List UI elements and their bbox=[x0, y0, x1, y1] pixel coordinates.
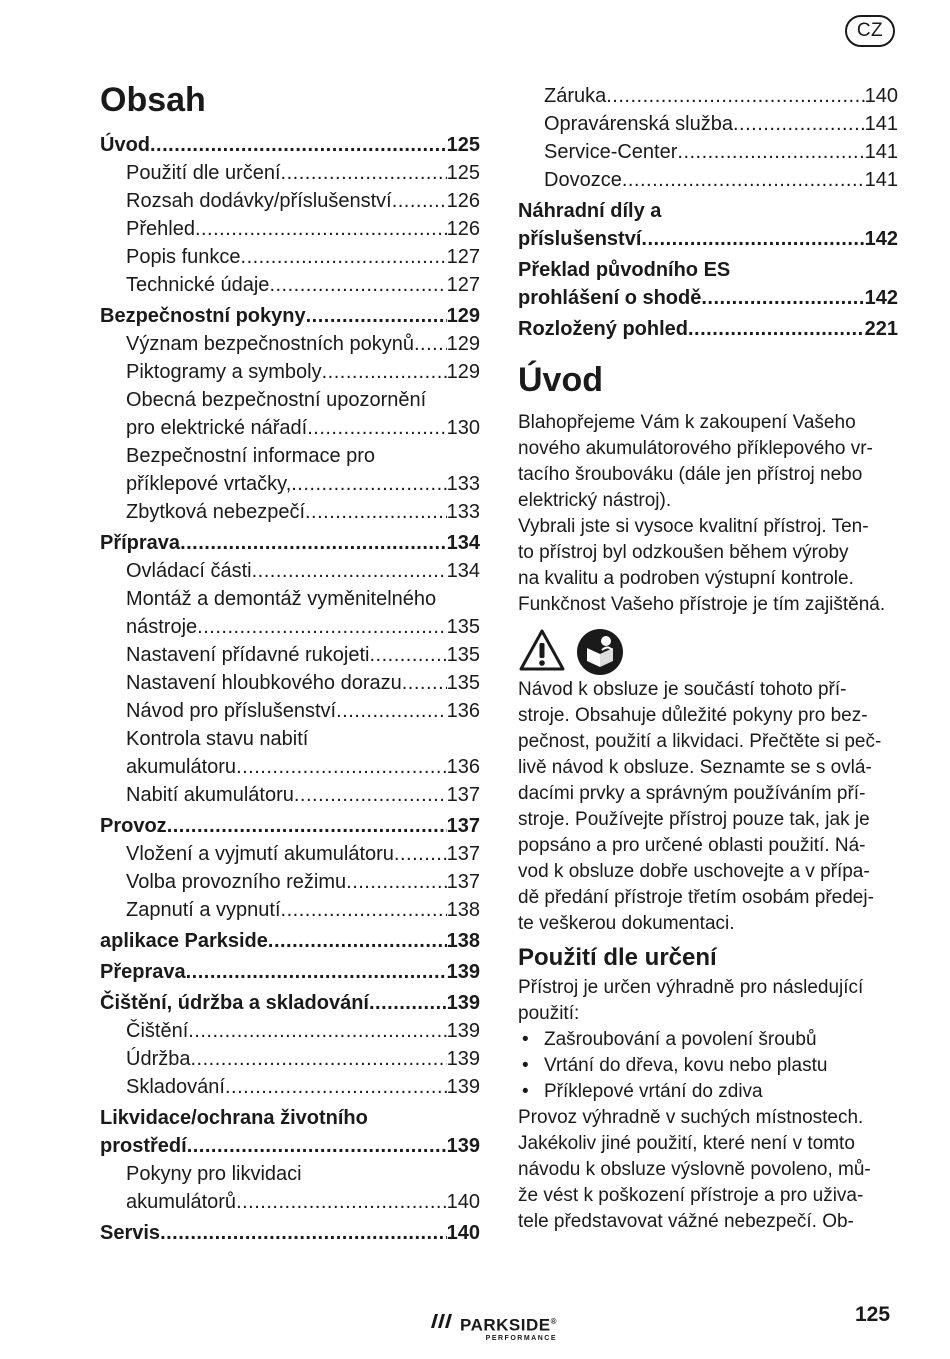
toc-leader-dots bbox=[291, 470, 446, 498]
toc-entry-title: Zapnutí a vypnutí bbox=[126, 899, 281, 921]
text-line: Funkčnost Vašeho přístroje je tím zajištěná. bbox=[518, 594, 886, 615]
toc-entry[interactable] bbox=[518, 138, 898, 166]
toc-entry-title-line: Náhradní díly a bbox=[518, 200, 662, 222]
text-line: Návod k obsluze je součástí tohoto pří- bbox=[518, 679, 847, 700]
usage-bullet-item: • Zašroubování a povolení šroubů bbox=[518, 1027, 896, 1053]
toc-leader-dots bbox=[269, 271, 446, 299]
toc-leader-dots bbox=[197, 613, 446, 641]
text-line: na kvalitu a podroben výstupní kontrole. bbox=[518, 568, 854, 589]
text-line: stroje. Obsahuje důležité pokyny pro bez- bbox=[518, 705, 868, 726]
toc-leader-dots bbox=[622, 166, 865, 194]
toc-entry-title: Úvod bbox=[100, 134, 150, 156]
manual-notice-paragraph bbox=[518, 677, 896, 937]
toc-page-number: 130 bbox=[446, 417, 480, 439]
usage-paragraph-2 bbox=[518, 1105, 896, 1235]
toc-leader-dots bbox=[195, 215, 447, 243]
toc-page-number: 133 bbox=[446, 501, 480, 523]
usage-text-block bbox=[518, 975, 896, 1235]
toc-entry[interactable] bbox=[100, 641, 480, 669]
text-line: návodu k obsluze výslovně povoleno, mů- bbox=[518, 1159, 871, 1180]
intro-paragraph-2 bbox=[518, 514, 896, 618]
toc-entry[interactable] bbox=[100, 358, 480, 386]
text-line: Blahopřejeme Vám k zakoupení Vašeho bbox=[518, 412, 856, 433]
logo-stripes-icon bbox=[430, 1313, 454, 1329]
toc-entry-title: Piktogramy a symboly bbox=[126, 361, 322, 383]
toc-page-number: 139 bbox=[446, 992, 480, 1014]
text-line: tacího šroubováku (dále jen přístroj nebo bbox=[518, 464, 863, 485]
toc-leader-dots bbox=[281, 896, 447, 924]
text-line: stroje. Používejte přístroj pouze tak, jak je bbox=[518, 809, 870, 830]
toc-leader-dots bbox=[369, 989, 447, 1017]
toc-page-number: 139 bbox=[446, 1048, 480, 1070]
toc-page-number: 142 bbox=[864, 287, 898, 309]
toc-entry[interactable] bbox=[100, 386, 480, 442]
intro-paragraph-1 bbox=[518, 410, 896, 514]
toc-entry[interactable] bbox=[100, 529, 480, 557]
toc-page-number: 129 bbox=[446, 305, 480, 327]
toc-entry[interactable] bbox=[518, 315, 898, 343]
toc-leader-dots bbox=[414, 330, 447, 358]
toc-leader-dots bbox=[268, 927, 447, 955]
toc-entry[interactable] bbox=[100, 498, 480, 526]
toc-leader-dots bbox=[180, 529, 447, 557]
text-line: tele představovat vážné nebezpečí. Ob- bbox=[518, 1211, 854, 1232]
toc-leader-dots bbox=[236, 753, 447, 781]
toc-page-number: 135 bbox=[446, 616, 480, 638]
toc-entry[interactable] bbox=[100, 1104, 480, 1160]
toc-entry[interactable] bbox=[100, 585, 480, 641]
toc-entry-title: pro elektrické nářadí bbox=[126, 417, 308, 439]
toc-page-number: 135 bbox=[446, 672, 480, 694]
warning-triangle-icon bbox=[518, 628, 566, 672]
toc-entry[interactable] bbox=[100, 1073, 480, 1101]
toc-leader-dots bbox=[187, 1132, 447, 1160]
toc-entry-title: akumulátoru bbox=[126, 756, 237, 778]
toc-entry[interactable] bbox=[100, 215, 480, 243]
text-line: dě předání přístroje třetím osobám předej- bbox=[518, 887, 874, 908]
toc-entry-title-line: Překlad původního ES bbox=[518, 259, 731, 281]
toc-entry[interactable] bbox=[100, 187, 480, 215]
toc-page-number: 141 bbox=[864, 141, 898, 163]
toc-leader-dots bbox=[305, 498, 447, 526]
toc-entry-title: Nastavení přídavné rukojeti bbox=[126, 644, 370, 666]
toc-entry-title: Čištění bbox=[126, 1020, 189, 1042]
toc-leader-dots bbox=[606, 82, 864, 110]
toc-page-number: 127 bbox=[446, 274, 480, 296]
toc-entry-title-line: Bezpečnostní informace pro bbox=[126, 445, 376, 467]
logo-registered-mark: ® bbox=[550, 1317, 557, 1326]
toc-page-number: 134 bbox=[446, 532, 480, 554]
toc-entry-title-line: Montáž a demontáž vyměnitelného bbox=[126, 588, 437, 610]
toc-page-number: 137 bbox=[446, 784, 480, 806]
text-line: Přístroj je určen výhradně pro následující bbox=[518, 977, 864, 998]
toc-leader-dots bbox=[241, 243, 447, 271]
toc-entry-title-line: Kontrola stavu nabití bbox=[126, 728, 309, 750]
toc-page-number: 221 bbox=[864, 318, 898, 340]
toc-leader-dots bbox=[346, 868, 446, 896]
toc-entry-title-line: Pokyny pro likvidaci bbox=[126, 1163, 302, 1185]
usage-bullet-item: • Vrtání do dřeva, kovu nebo plastu bbox=[518, 1053, 896, 1079]
toc-entry-title: Rozložený pohled bbox=[518, 318, 688, 340]
toc-entry-title: Význam bezpečnostních pokynů bbox=[126, 333, 414, 355]
toc-right-column bbox=[518, 82, 898, 343]
text-line: Jakékoliv jiné použití, které není v tomto bbox=[518, 1133, 855, 1154]
toc-page-number: 137 bbox=[446, 843, 480, 865]
logo-subline: PERFORMANCE bbox=[485, 1334, 557, 1342]
toc-entry[interactable] bbox=[100, 840, 480, 868]
toc-entry-title: Popis funkce bbox=[126, 246, 241, 268]
text-line: Provoz výhradně v suchých místnostech. bbox=[518, 1107, 864, 1128]
toc-page-number: 129 bbox=[446, 361, 480, 383]
toc-entry[interactable] bbox=[518, 110, 898, 138]
toc-entry[interactable] bbox=[100, 159, 480, 187]
toc-page-number: 125 bbox=[446, 134, 480, 156]
toc-page-number: 133 bbox=[446, 473, 480, 495]
toc-entry[interactable] bbox=[518, 197, 898, 253]
toc-entry-title: příklepové vrtačky, bbox=[126, 473, 292, 495]
toc-page-number: 138 bbox=[446, 899, 480, 921]
safety-icons bbox=[518, 628, 624, 676]
text-line: nového akumulátorového příklepového vr- bbox=[518, 438, 873, 459]
toc-page-number: 137 bbox=[446, 871, 480, 893]
usage-paragraph-1 bbox=[518, 975, 896, 1027]
logo-wordmark: PARKSIDE bbox=[460, 1315, 551, 1335]
toc-leader-dots bbox=[306, 302, 447, 330]
toc-entry-title: Volba provozního režimu bbox=[126, 871, 347, 893]
text-line: elektrický nástroj). bbox=[518, 490, 672, 511]
toc-page-number: 136 bbox=[446, 700, 480, 722]
toc-entry-title-line: Obecná bezpečnostní upozornění bbox=[126, 389, 427, 411]
text-line: použití: bbox=[518, 1003, 580, 1024]
toc-left-column bbox=[100, 128, 480, 1247]
toc-entry[interactable] bbox=[100, 131, 480, 159]
toc-page-number: 140 bbox=[864, 85, 898, 107]
toc-entry-title: Rozsah dodávky/příslušenství bbox=[126, 190, 392, 212]
toc-page-number: 129 bbox=[446, 333, 480, 355]
toc-entry-title: Technické údaje bbox=[126, 274, 270, 296]
toc-leader-dots bbox=[294, 781, 447, 809]
toc-page-number: 126 bbox=[446, 218, 480, 240]
toc-entry[interactable] bbox=[518, 82, 898, 110]
toc-leader-dots bbox=[641, 225, 864, 253]
toc-title: Obsah bbox=[100, 81, 206, 119]
toc-entry[interactable] bbox=[100, 302, 480, 330]
toc-page-number: 141 bbox=[864, 113, 898, 135]
toc-leader-dots bbox=[688, 315, 865, 343]
toc-page-number: 134 bbox=[446, 560, 480, 582]
toc-entry-title: Ovládací části bbox=[126, 560, 252, 582]
text-line: te veškerou dokumentaci. bbox=[518, 913, 735, 934]
toc-leader-dots bbox=[394, 840, 447, 868]
toc-entry[interactable] bbox=[100, 958, 480, 986]
toc-entry-title: Nastavení hloubkového dorazu bbox=[126, 672, 402, 694]
toc-page-number: 138 bbox=[446, 930, 480, 952]
toc-leader-dots bbox=[402, 669, 447, 697]
toc-entry-title: Přeprava bbox=[100, 961, 186, 983]
toc-entry[interactable] bbox=[100, 330, 480, 358]
toc-entry-title: prohlášení o shodě bbox=[518, 287, 702, 309]
toc-entry[interactable] bbox=[100, 697, 480, 725]
parkside-logo bbox=[430, 1313, 557, 1343]
toc-entry[interactable] bbox=[518, 256, 898, 312]
toc-entry-title: Skladování bbox=[126, 1076, 225, 1098]
toc-page-number: 136 bbox=[446, 756, 480, 778]
toc-entry-title: prostředí bbox=[100, 1135, 187, 1157]
toc-page-number: 127 bbox=[446, 246, 480, 268]
toc-entry-title: akumulátorů bbox=[126, 1191, 237, 1213]
toc-leader-dots bbox=[392, 187, 447, 215]
toc-leader-dots bbox=[188, 1017, 446, 1045]
toc-leader-dots bbox=[252, 557, 447, 585]
toc-entry[interactable] bbox=[100, 927, 480, 955]
toc-leader-dots bbox=[701, 284, 864, 312]
toc-entry-title: aplikace Parkside bbox=[100, 930, 268, 952]
toc-entry[interactable] bbox=[100, 781, 480, 809]
toc-entry-title: Použití dle určení bbox=[126, 162, 281, 184]
toc-page-number: 139 bbox=[446, 1076, 480, 1098]
toc-page-number: 141 bbox=[864, 169, 898, 191]
toc-leader-dots bbox=[322, 358, 447, 386]
toc-entry[interactable] bbox=[100, 812, 480, 840]
text-line: že vést k poškození přístroje a pro uživa- bbox=[518, 1185, 864, 1206]
toc-entry[interactable] bbox=[100, 442, 480, 498]
toc-leader-dots bbox=[167, 812, 447, 840]
toc-leader-dots bbox=[677, 138, 864, 166]
toc-entry-title: Příprava bbox=[100, 532, 181, 554]
toc-page-number: 126 bbox=[446, 190, 480, 212]
toc-leader-dots bbox=[733, 110, 865, 138]
toc-page-number: 137 bbox=[446, 815, 480, 837]
toc-page-number: 140 bbox=[446, 1191, 480, 1213]
read-manual-icon bbox=[576, 628, 624, 676]
toc-entry-title: Čištění, údržba a skladování bbox=[100, 992, 369, 1014]
toc-page-number: 140 bbox=[446, 1222, 480, 1244]
toc-page-number: 125 bbox=[446, 162, 480, 184]
toc-entry[interactable] bbox=[100, 989, 480, 1017]
toc-leader-dots bbox=[307, 414, 446, 442]
toc-entry[interactable] bbox=[100, 271, 480, 299]
toc-entry[interactable] bbox=[100, 243, 480, 271]
toc-page-number: 139 bbox=[446, 961, 480, 983]
usage-bullet-list bbox=[518, 1027, 896, 1105]
toc-entry[interactable] bbox=[100, 669, 480, 697]
toc-entry[interactable] bbox=[100, 1219, 480, 1247]
toc-leader-dots bbox=[281, 159, 447, 187]
toc-entry[interactable] bbox=[100, 725, 480, 781]
toc-entry[interactable] bbox=[100, 1017, 480, 1045]
toc-leader-dots bbox=[336, 697, 447, 725]
toc-entry-title-line: Likvidace/ochrana životního bbox=[100, 1107, 368, 1129]
text-line: pečnost, použití a likvidaci. Přečtěte si peč- bbox=[518, 731, 882, 752]
intro-text-block bbox=[518, 410, 896, 618]
toc-entry-title: Opravárenská služba bbox=[544, 113, 733, 135]
toc-entry[interactable] bbox=[100, 1045, 480, 1073]
toc-leader-dots bbox=[190, 1045, 446, 1073]
manual-notice-block bbox=[518, 677, 896, 937]
toc-page-number: 139 bbox=[446, 1135, 480, 1157]
toc-entry-title: nástroje bbox=[126, 616, 198, 638]
text-line: Vybrali jste si vysoce kvalitní přístroj. Ten- bbox=[518, 516, 869, 537]
usage-heading: Použití dle určení bbox=[518, 944, 717, 971]
toc-entry[interactable] bbox=[100, 896, 480, 924]
toc-entry-title: Service-Center bbox=[544, 141, 678, 163]
toc-entry-title: Zbytková nebezpečí bbox=[126, 501, 305, 523]
toc-entry-title: Údržba bbox=[126, 1048, 191, 1070]
toc-page-number: 142 bbox=[864, 228, 898, 250]
page-number: 125 bbox=[855, 1303, 891, 1326]
text-line: livě návod k obsluze. Seznamte se s ovlá- bbox=[518, 757, 872, 778]
intro-heading: Úvod bbox=[518, 361, 603, 399]
text-line: to přístroj byl odzkoušen během výroby bbox=[518, 542, 849, 563]
toc-entry-title: Bezpečnostní pokyny bbox=[100, 305, 306, 327]
toc-entry-title: Nabití akumulátoru bbox=[126, 784, 294, 806]
toc-leader-dots bbox=[236, 1188, 447, 1216]
toc-entry-title: Dovozce bbox=[544, 169, 622, 191]
toc-leader-dots bbox=[150, 131, 447, 159]
usage-bullet-item: • Příklepové vrtání do zdiva bbox=[518, 1079, 896, 1105]
toc-entry-title: příslušenství bbox=[518, 228, 642, 250]
language-badge: CZ bbox=[845, 15, 895, 47]
text-line: popsáno a pro určené oblasti použití. Ná- bbox=[518, 835, 866, 856]
toc-leader-dots bbox=[186, 958, 447, 986]
toc-entry-title: Vložení a vyjmutí akumulátoru bbox=[126, 843, 394, 865]
toc-entry-title: Záruka bbox=[544, 85, 607, 107]
toc-leader-dots bbox=[225, 1073, 447, 1101]
toc-leader-dots bbox=[160, 1219, 447, 1247]
text-line: vod k obsluze dobře uschovejte a v přípa- bbox=[518, 861, 870, 882]
toc-entry-title: Provoz bbox=[100, 815, 167, 837]
toc-entry-title: Přehled bbox=[126, 218, 195, 240]
text-line: dacími prvky a správným používáním pří- bbox=[518, 783, 866, 804]
toc-entry[interactable] bbox=[518, 166, 898, 194]
toc-entry-title: Servis bbox=[100, 1222, 161, 1244]
toc-entry-title: Návod pro příslušenství bbox=[126, 700, 337, 722]
toc-entry[interactable] bbox=[100, 557, 480, 585]
toc-entry[interactable] bbox=[100, 1160, 480, 1216]
toc-page-number: 135 bbox=[446, 644, 480, 666]
toc-leader-dots bbox=[369, 641, 446, 669]
toc-page-number: 139 bbox=[446, 1020, 480, 1042]
toc-entry[interactable] bbox=[100, 868, 480, 896]
